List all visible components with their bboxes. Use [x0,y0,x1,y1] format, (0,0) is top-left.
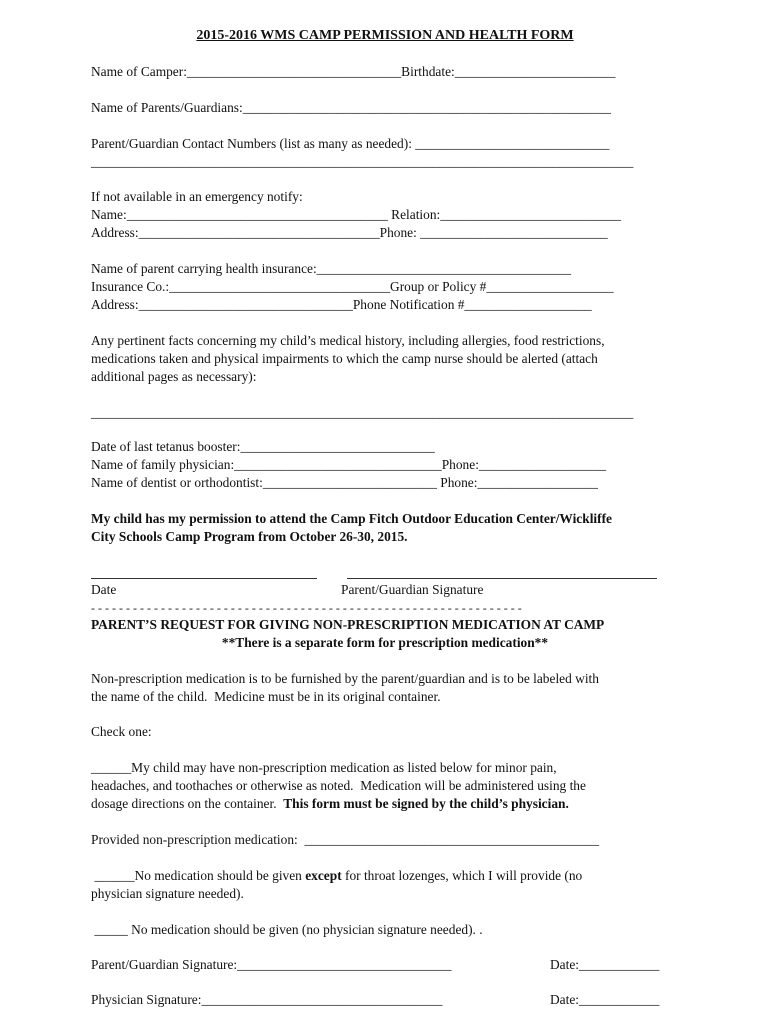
medication-instructions: Non-prescription medication is to be furnished by the parent/guardian and is to be labeled with [91,671,599,686]
insurance-company-policy-field[interactable]: Insurance Co.:_________________________________Group or Policy #___________________ [91,279,614,294]
parent-guardian-signature-field[interactable]: Parent/Guardian Signature:________________________________ [91,957,452,972]
dashed-divider: - - - - - - - - - - - - - - - - - - - - - - - - - - - - - - - - - - - - - - - - - - - - - - - - - - - - - - - - - - - - - - [91,601,522,615]
parent-guardian-date-field[interactable]: Date:____________ [550,957,660,972]
contact-numbers-continuation-field[interactable]: _________________________________________________________________________________ [91,154,634,169]
option-lozenges-text: physician signature needed). [91,886,244,901]
option-text-plain: for throat lozenges, which I will provide (no [341,868,583,883]
emergency-heading: If not available in an emergency notify: [91,189,303,204]
camper-name-birthdate-field[interactable]: Name of Camper:________________________________Birthdate:________________________ [91,64,616,79]
medical-history-text: additional pages as necessary): [91,369,257,384]
tetanus-booster-field[interactable]: Date of last tetanus booster:_____________________________ [91,439,435,454]
medication-heading: PARENT’S REQUEST FOR GIVING NON-PRESCRIPTION MEDICATION AT CAMP [91,617,605,632]
parents-guardians-field[interactable]: Name of Parents/Guardians:_______________________________________________________ [91,100,611,115]
family-physician-field[interactable]: Name of family physician:_______________________________Phone:___________________ [91,457,607,472]
date-label: Date [91,582,117,597]
check-one-label: Check one: [91,724,152,739]
option-text-plain: dosage directions on the container. [91,796,284,811]
emergency-name-relation-field[interactable]: Name:_______________________________________ Relation:___________________________ [91,207,622,222]
medical-history-field[interactable]: _________________________________________________________________________________ [91,405,634,420]
contact-numbers-field[interactable]: Parent/Guardian Contact Numbers (list as many as needed): _____________________________ [91,136,610,151]
permission-statement: City Schools Camp Program from October 26-30, 2015. [91,529,408,544]
physician-signature-requirement: This form must be signed by the child’s physician. [283,796,569,811]
option-no-medication[interactable]: _____ No medication should be given (no physician signature needed). . [91,922,483,937]
parent-signature-line[interactable] [347,578,657,579]
option-nonprescription-allowed[interactable]: ______My child may have non-prescription medication as listed below for minor pain, [91,760,557,775]
medical-history-text: medications taken and physical impairments to which the camp nurse should be alerted (attach [91,351,598,366]
date-signature-line[interactable] [91,578,317,579]
insurance-address-phone-field[interactable]: Address:________________________________Phone Notification #___________________ [91,297,592,312]
provided-medication-field[interactable]: Provided non-prescription medication: ____________________________________________ [91,832,600,847]
medication-instructions: the name of the child. Medicine must be in its original container. [91,689,441,704]
emergency-address-phone-field[interactable]: Address:____________________________________Phone: ____________________________ [91,225,608,240]
permission-statement: My child has my permission to attend the Camp Fitch Outdoor Education Center/Wickliffe [91,511,612,526]
physician-signature-field[interactable]: Physician Signature:____________________________________ [91,992,443,1007]
medical-history-text: Any pertinent facts concerning my child’s medical history, including allergies, food restrictions, [91,333,605,348]
except-emphasis: except [305,868,342,883]
physician-date-field[interactable]: Date:____________ [550,992,660,1007]
insurance-parent-field[interactable]: Name of parent carrying health insurance:______________________________________ [91,261,572,276]
dentist-field[interactable]: Name of dentist or orthodontist:__________________________ Phone:__________________ [91,475,598,490]
option-text-plain: ______No medication should be given [91,868,306,883]
option-nonprescription-text: headaches, and toothaches or otherwise as noted. Medication will be administered using the [91,778,586,793]
medication-subheading: **There is a separate form for prescription medication** [221,635,549,650]
form-title: 2015-2016 WMS CAMP PERMISSION AND HEALTH FORM [196,28,574,43]
option-lozenges-only[interactable] [91,868,582,884]
parent-signature-label: Parent/Guardian Signature [341,582,484,597]
option-nonprescription-text [91,796,569,812]
